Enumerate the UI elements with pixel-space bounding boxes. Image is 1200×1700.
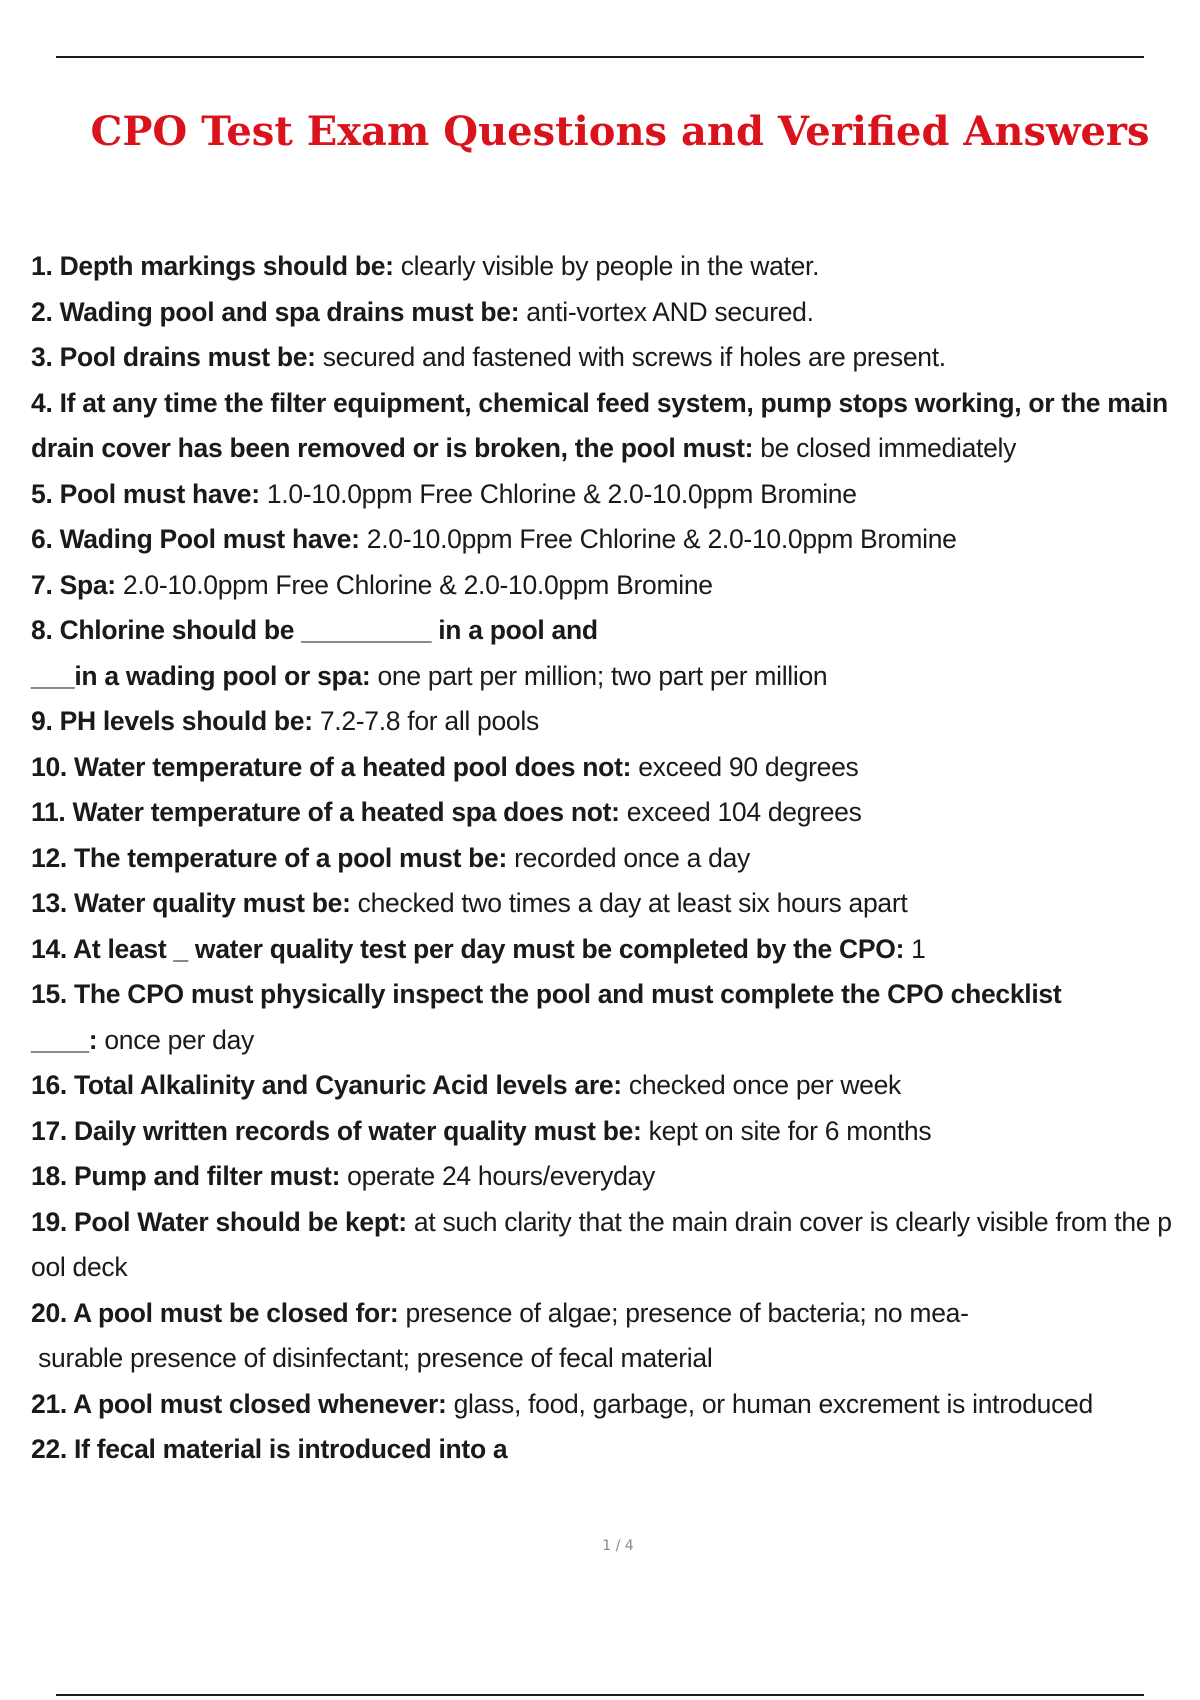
answer-text: 2.0-10.0ppm Free Chlorine & 2.0-10.0ppm Bromine [122, 569, 713, 600]
page-number: 1 / 4 [602, 1538, 634, 1554]
question-number: 9. [31, 706, 60, 736]
question-item [31, 335, 1181, 381]
question-text: Pool Water should be kept: [74, 1206, 414, 1237]
question-text: Daily written records of water quality must be: [74, 1115, 649, 1146]
question-number: 11. [31, 797, 73, 827]
question-item [31, 517, 1181, 563]
answer-text: operate 24 hours/everyday [347, 1161, 655, 1191]
question-text: At least _ water quality test per day must be completed by the CPO: [73, 933, 912, 964]
question-number: 21. [31, 1388, 74, 1419]
question-number: 17. [31, 1115, 75, 1146]
question-text: PH levels should be: [59, 706, 320, 736]
question-number: 6. [31, 524, 60, 554]
question-number: 16. [31, 1070, 75, 1100]
question-number: 1. [31, 251, 60, 281]
question-list [31, 244, 1181, 1473]
question-text: Pool drains must be: [59, 342, 323, 372]
question-number: 3. [31, 342, 60, 372]
question-number: 8. [31, 615, 60, 645]
question-number: 5. [31, 478, 60, 509]
question-text: The CPO must physically inspect the pool and must complete the CPO checklist ____: [31, 979, 1062, 1055]
question-item [31, 1200, 1181, 1291]
question-item [31, 1154, 1181, 1200]
question-text: The temperature of a pool must be: [74, 842, 515, 873]
question-text: Wading Pool must have: [59, 524, 367, 554]
question-item [31, 563, 1181, 609]
question-number: 19. [31, 1206, 75, 1237]
answer-text: one part per million; two part per million [377, 660, 828, 691]
question-number: 2. [31, 296, 60, 327]
page-title: CPO Test Exam Questions and Verified Answers [90, 108, 1150, 155]
question-item [31, 244, 1181, 290]
question-number: 22. [31, 1434, 75, 1464]
answer-text: be closed immediately [760, 433, 1017, 463]
question-item [31, 290, 1181, 336]
answer-text: 1 [911, 933, 926, 964]
question-item [31, 1427, 1181, 1473]
answer-text: checked two times a day at least six hours apart [357, 888, 908, 918]
bottom-rule [56, 1694, 1144, 1696]
question-number: 12. [31, 842, 75, 873]
answer-text: glass, food, garbage, or human excrement is introduced [453, 1388, 1093, 1419]
answer-text: exceed 104 degrees [626, 797, 862, 827]
question-item [31, 699, 1181, 745]
top-rule [56, 56, 1144, 58]
question-number: 13. [31, 888, 75, 918]
answer-text: 1.0-10.0ppm Free Chlorine & 2.0-10.0ppm Bromine [266, 478, 857, 509]
question-item [31, 790, 1181, 836]
answer-text: 2.0-10.0ppm Free Chlorine & 2.0-10.0ppm Bromine [366, 524, 957, 554]
question-item [31, 745, 1181, 791]
question-item [31, 472, 1181, 518]
question-text: If fecal material is introduced into a [74, 1434, 508, 1464]
question-text: A pool must be closed for: [73, 1297, 406, 1328]
question-item [31, 972, 1181, 1063]
question-item [31, 1109, 1181, 1155]
answer-text: secured and fastened with screws if holes are present. [322, 342, 946, 372]
question-number: 15. [31, 979, 75, 1009]
answer-text: kept on site for 6 months [648, 1115, 932, 1146]
question-item [31, 1291, 1181, 1382]
answer-text: once per day [104, 1024, 254, 1055]
question-number: 4. [31, 387, 60, 418]
question-text: Chlorine should be _________ in a pool and ___in a wading pool or spa: [31, 615, 598, 691]
question-text: If at any time the filter equipment, chemical feed system, pump stops working, or the main drain cover has been removed or is broken, the pool must: [31, 387, 1175, 463]
question-number: 14. [31, 933, 74, 964]
question-text: Water temperature of a heated pool does not: [74, 751, 639, 782]
answer-text: recorded once a day [514, 842, 750, 873]
question-number: 7. [31, 569, 60, 600]
question-text: Depth markings should be: [59, 251, 401, 281]
question-number: 20. [31, 1297, 74, 1328]
answer-text: clearly visible by people in the water. [400, 251, 820, 281]
answer-text: 7.2-7.8 for all pools [319, 706, 539, 736]
question-item [31, 836, 1181, 882]
question-item [31, 1063, 1181, 1109]
question-item [31, 381, 1181, 472]
question-text: Water temperature of a heated spa does not: [72, 797, 627, 827]
question-number: 10. [31, 751, 75, 782]
question-item [31, 1382, 1181, 1428]
question-item [31, 927, 1181, 973]
question-text: Pump and filter must: [74, 1161, 348, 1191]
question-text: Total Alkalinity and Cyanuric Acid levels are: [74, 1070, 629, 1100]
question-text: Wading pool and spa drains must be: [59, 296, 527, 327]
question-text: Spa: [59, 569, 123, 600]
answer-text: checked once per week [628, 1070, 901, 1100]
question-number: 18. [31, 1161, 75, 1191]
question-item [31, 608, 1181, 699]
question-text: Water quality must be: [74, 888, 358, 918]
answer-text: at such clarity that the main drain cover is clearly visible from the pool deck [31, 1206, 1172, 1282]
answer-text: exceed 90 degrees [638, 751, 859, 782]
answer-text: anti-vortex AND secured. [526, 296, 814, 327]
answer-text: presence of algae; presence of bacteria; no mea- surable presence of disinfectant; presence of fecal material [38, 1297, 969, 1373]
question-text: A pool must closed whenever: [73, 1388, 454, 1419]
question-item [31, 881, 1181, 927]
question-text: Pool must have: [59, 478, 267, 509]
